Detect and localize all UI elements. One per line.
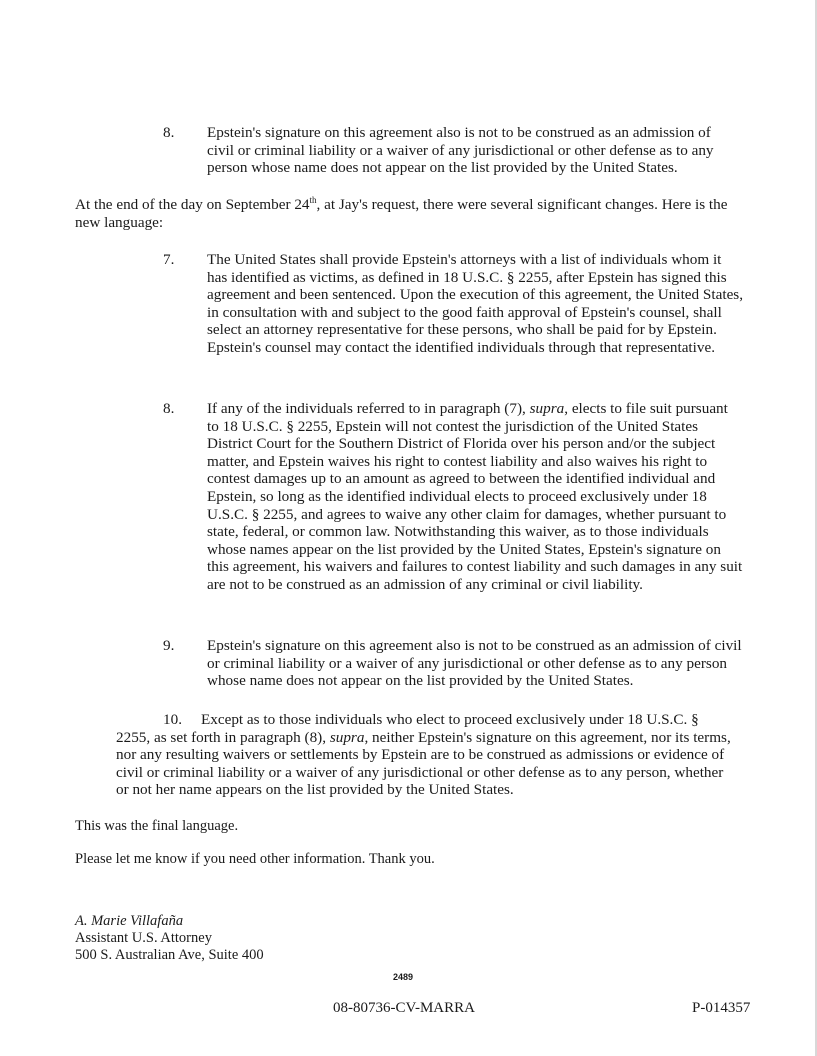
paragraph-text-a: Except as to those individuals who elect to proceed exclusively under 18 U.S.C. § 2255, as set forth in paragraph (8),	[116, 711, 699, 746]
paragraph-10	[116, 711, 736, 799]
paragraph-text: Epstein's signature on this agreement also is not to be construed as an admission of civil or criminal liability or a waiver of any jurisdictional or other defense as to any person whose name does not appear on the list provided by the United States.	[207, 637, 742, 690]
signature-title: Assistant U.S. Attorney	[75, 930, 212, 946]
supra-italic: supra	[529, 400, 565, 417]
paragraph-text-a: If any of the individuals referred to in paragraph (7),	[207, 400, 530, 417]
intro-superscript: th	[309, 194, 317, 205]
signature-address: 500 S. Australian Ave, Suite 400	[75, 947, 264, 963]
paragraph-number: 7.	[163, 251, 175, 268]
bates-number: P-014357	[692, 1000, 751, 1016]
paragraph-text-b: , neither Epstein's signature on this agreement, nor its terms, nor any resulting waivers or settlements by Epstein are to be construed as admissions or evidence of civil or criminal liability or a waiver of any jurisdictional or other defense as to any person, whether or not her name appears on the list provided by the United States.	[116, 728, 731, 799]
paragraph-text: Epstein's signature on this agreement also is not to be construed as an admission of civil or criminal liability or a waiver of any jurisdictional or other defense as to any person whose name does not appear on the list provided by the United States.	[207, 124, 714, 177]
paragraph-text-b: , elects to file suit pursuant to 18 U.S.C. § 2255, Epstein will not contest the jurisdiction of the United States District Court for the Southern District of Florida over his person and/or the subject matter, and Epstein waives his right to contest liability and also waives his right to contest damages up to an amount as agreed to between the identified individual and Epstein, so long as the identified individual elects to proceed exclusively under 18 U.S.C. § 2255, and agrees to waive any other claim for damages, whether pursuant to state, federal, or common law. Notwithstanding this waiver, as to those individuals whose names appear on the list provided by the United States, Epstein's signature on this agreement, his waivers and failures to contest liability and such damages in any suit are not to be construed as an admission of any criminal or civil liability.	[207, 400, 743, 593]
final-language-note: This was the final language.	[75, 818, 239, 834]
paragraph-text	[207, 400, 743, 594]
page-stamp: 2489	[393, 972, 414, 982]
intro-text-b: , at Jay's request, there were several significant changes. Here is the new language:	[75, 196, 728, 231]
signature-name: A. Marie Villafaña	[75, 913, 184, 929]
paragraph-number: 8.	[163, 124, 175, 141]
paragraph-number: 10.	[163, 711, 182, 728]
paragraph-number: 9.	[163, 637, 175, 654]
supra-italic: supra	[329, 728, 365, 746]
paragraph-text: The United States shall provide Epstein's attorneys with a list of individuals whom it has identified as victims, as defined in 18 U.S.C. § 2255, after Epstein has signed this agreement and been sentenced. Upon the execution of this agreement, the United States, in consultation with and subject to the good faith approval of Epstein's counsel, shall select an attorney representative for these persons, who shall be paid for by Epstein. Epstein's counsel may contact the identified individuals through that representative.	[207, 251, 744, 356]
intro-paragraph	[75, 196, 737, 231]
case-number: 08-80736-CV-MARRA	[333, 1000, 475, 1016]
paragraph-number: 8.	[163, 400, 175, 417]
intro-text-a: At the end of the day on September 24	[75, 196, 310, 213]
closing-line: Please let me know if you need other information. Thank you.	[75, 851, 435, 867]
